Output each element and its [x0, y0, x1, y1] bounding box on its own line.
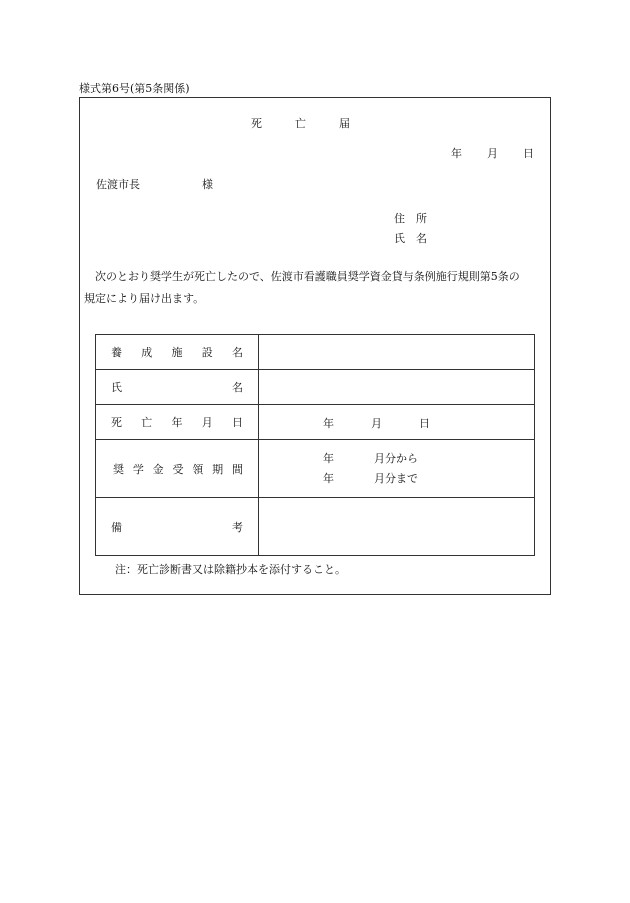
death-date-year: 年 — [323, 417, 334, 430]
name-label-char: 名 — [232, 381, 243, 394]
loan-period-value-cell[interactable] — [259, 440, 535, 498]
loan-period-label-char: 奨 — [113, 462, 124, 476]
loan-period-label-char: 領 — [192, 462, 204, 476]
facility-label-char: 名 — [232, 346, 243, 359]
name-label-char: 氏 — [111, 381, 122, 394]
death-date-label — [111, 414, 243, 430]
death-date-label-char: 月 — [201, 416, 213, 429]
facility-label-cell — [96, 335, 259, 370]
facility-label-char: 施 — [171, 346, 183, 359]
name-label — [111, 379, 243, 395]
name-value-cell[interactable] — [259, 370, 535, 405]
loan-period-label-char: 金 — [152, 462, 164, 476]
attachment-note: 注：死亡診断書又は除籍抄本を添付すること。 — [115, 563, 346, 576]
form-number: 様式第6号(第5条関係) — [79, 82, 190, 95]
death-date-label-cell — [96, 405, 259, 440]
remarks-value-cell[interactable] — [259, 498, 535, 556]
loan-period-lines — [323, 449, 418, 489]
death-date-label-char: 亡 — [141, 416, 153, 429]
table-row — [96, 440, 535, 498]
date-month: 月 — [487, 147, 498, 160]
remarks-label — [111, 519, 243, 535]
facility-label-char: 設 — [201, 346, 213, 359]
loan-from-year: 年 — [323, 452, 334, 465]
death-date-label-char: 日 — [232, 416, 243, 429]
loan-to-month: 月分まで — [374, 472, 418, 485]
remarks-label-char: 備 — [111, 520, 122, 534]
table-row — [96, 370, 535, 405]
loan-period-label-char: 期 — [212, 462, 224, 476]
loan-period-label — [111, 461, 243, 477]
body-text-line2: 規定により届け出ます。 — [84, 292, 205, 305]
facility-label — [111, 344, 243, 360]
facility-label-char: 成 — [141, 346, 153, 359]
death-date-day: 日 — [419, 417, 430, 430]
applicant-name-label: 氏 名 — [394, 232, 427, 245]
loan-period-label-char: 受 — [172, 462, 184, 476]
name-label-cell — [96, 370, 259, 405]
addressee-name: 佐渡市長 — [96, 178, 140, 191]
death-date-value-cell[interactable] — [259, 405, 535, 440]
registration-table — [95, 334, 535, 556]
addressee-suffix: 様 — [202, 178, 213, 191]
table-row — [96, 405, 535, 440]
body-text-line1: 次のとおり奨学生が死亡したので、佐渡市看護職員奨学資金貸与条例施行規則第5条の — [95, 270, 520, 283]
death-date-label-char: 年 — [171, 416, 183, 429]
table-row — [96, 335, 535, 370]
loan-period-label-char: 間 — [231, 462, 243, 476]
table-row — [96, 498, 535, 556]
loan-period-label-char: 学 — [132, 462, 144, 476]
death-date-label-char: 死 — [111, 416, 122, 429]
date-day: 日 — [523, 147, 534, 160]
loan-period-label-cell — [96, 440, 259, 498]
form-title: 死 亡 届 — [251, 117, 350, 130]
remarks-label-cell — [96, 498, 259, 556]
loan-from-month: 月分から — [374, 452, 418, 465]
facility-value-cell[interactable] — [259, 335, 535, 370]
loan-to-year: 年 — [323, 472, 334, 485]
death-date-month: 月 — [371, 417, 382, 430]
remarks-label-char: 考 — [232, 520, 243, 534]
address-label: 住 所 — [394, 212, 427, 225]
facility-label-char: 養 — [111, 346, 122, 359]
date-year: 年 — [451, 147, 462, 160]
